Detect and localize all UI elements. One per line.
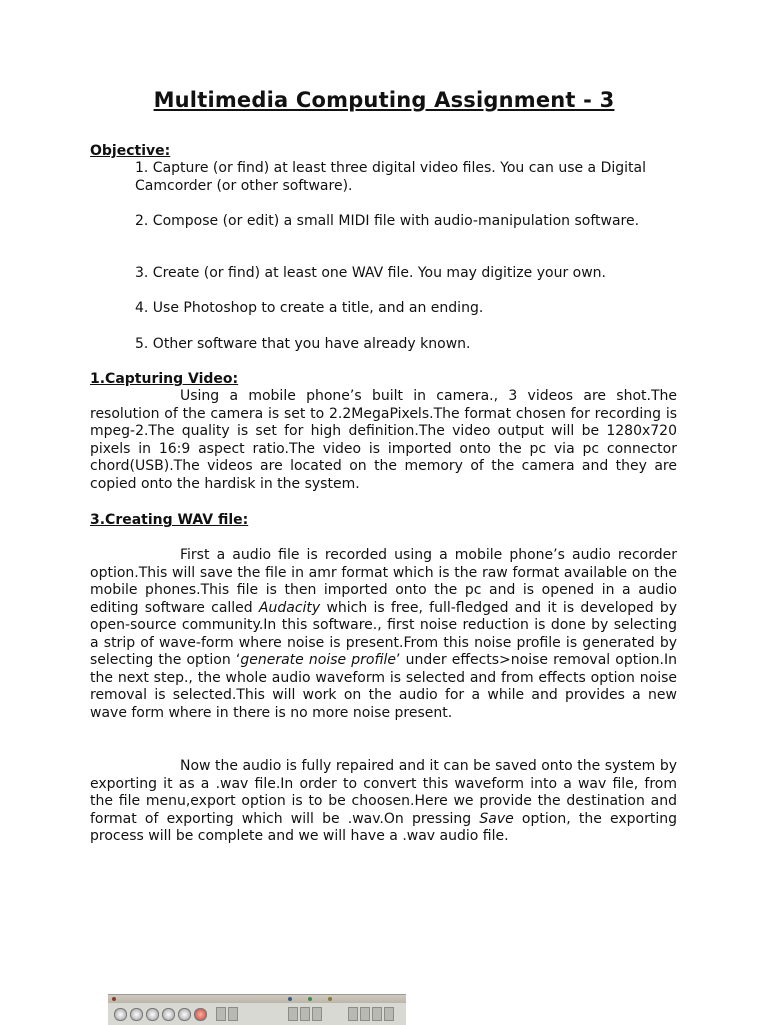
section3-heading: 3.Creating WAV file: bbox=[90, 512, 249, 528]
objective-item-5: 5. Other software that you have already known. bbox=[135, 336, 471, 352]
embedded-screenshot bbox=[108, 994, 406, 1025]
tool-icon bbox=[360, 1007, 370, 1021]
section1-heading: 1.Capturing Video: bbox=[90, 371, 239, 387]
text-run: ’ under effects>noise removal option.In the next step., the whole audio waveform is selected and from effects option noise removal is selected.This will work on the audio for a while and provides a new wave form where in there is no more noise present. bbox=[90, 652, 678, 721]
text-run: First a audio file is recorded using a mobile phone’s audio recorder option.This will save the file in amr format which is the raw format available on the mobile phones.This file is then imported onto the pc and is opened in a audio editing software called bbox=[90, 547, 677, 616]
tool-icon bbox=[348, 1007, 358, 1021]
objective-heading: Objective: bbox=[90, 143, 171, 159]
text-run: which is free, full-fledged and it is developed by open-source community.In this software., first noise reduction is done by selecting a strip of wave-form where noise is present.From this noise profile is generated by selecting the option ‘ bbox=[90, 599, 677, 668]
tool-icon bbox=[384, 1007, 394, 1021]
tool-icon bbox=[372, 1007, 382, 1021]
pause-icon bbox=[114, 1008, 127, 1021]
app-icon bbox=[112, 997, 116, 1001]
tray-icon bbox=[328, 997, 332, 1001]
text-run: Now the audio is fully repaired and it can be saved onto the system by exporting it as a .wav file.In order to convert this waveform into a wav file, from the file menu,export option is to be choosen.Here we provide the destination and format of exporting which will be .wav.On pressing bbox=[90, 758, 677, 827]
skip-end-icon bbox=[178, 1008, 191, 1021]
stop-icon bbox=[146, 1008, 159, 1021]
section3-paragraph-2 bbox=[90, 758, 677, 846]
section3-paragraph-1 bbox=[90, 547, 677, 722]
objective-item-2: 2. Compose (or edit) a small MIDI file with audio-manipulation software. bbox=[135, 213, 640, 229]
tray-icon bbox=[308, 997, 312, 1001]
tool-icon bbox=[216, 1007, 226, 1021]
objective-item-1: 1. Capture (or find) at least three digital video files. You can use a Digital Camcorder (or other software). bbox=[135, 160, 646, 194]
screenshot-titlebar bbox=[108, 995, 406, 1003]
software-name: Audacity bbox=[258, 599, 321, 616]
text-run: option, the exporting process will be complete and we will have a .wav audio file. bbox=[90, 810, 678, 844]
tool-icon bbox=[312, 1007, 322, 1021]
tray-icon bbox=[288, 997, 292, 1001]
document-title: Multimedia Computing Assignment - 3 bbox=[153, 88, 615, 112]
tool-icon bbox=[300, 1007, 310, 1021]
tool-icon bbox=[228, 1007, 238, 1021]
option-name: generate noise profile bbox=[240, 652, 396, 668]
objective-item-4: 4. Use Photoshop to create a title, and an ending. bbox=[135, 300, 484, 316]
objective-item-3: 3. Create (or find) at least one WAV file. You may digitize your own. bbox=[135, 265, 606, 281]
tool-icon bbox=[288, 1007, 298, 1021]
skip-start-icon bbox=[162, 1008, 175, 1021]
play-icon bbox=[130, 1008, 143, 1021]
save-word: Save bbox=[479, 810, 514, 827]
record-icon bbox=[194, 1008, 207, 1021]
section1-paragraph: Using a mobile phone’s built in camera., 3 videos are shot.The resolution of the camera is set to 2.2MegaPixels.The format chosen for recording is mpeg-2.The quality is set for high definition.The video output will be 1280x720 pixels in 16:9 aspect ratio.The video is imported onto the pc via pc connector chord(USB).The videos are located on the memory of the camera and they are copied onto the hardisk in the system. bbox=[90, 388, 677, 492]
